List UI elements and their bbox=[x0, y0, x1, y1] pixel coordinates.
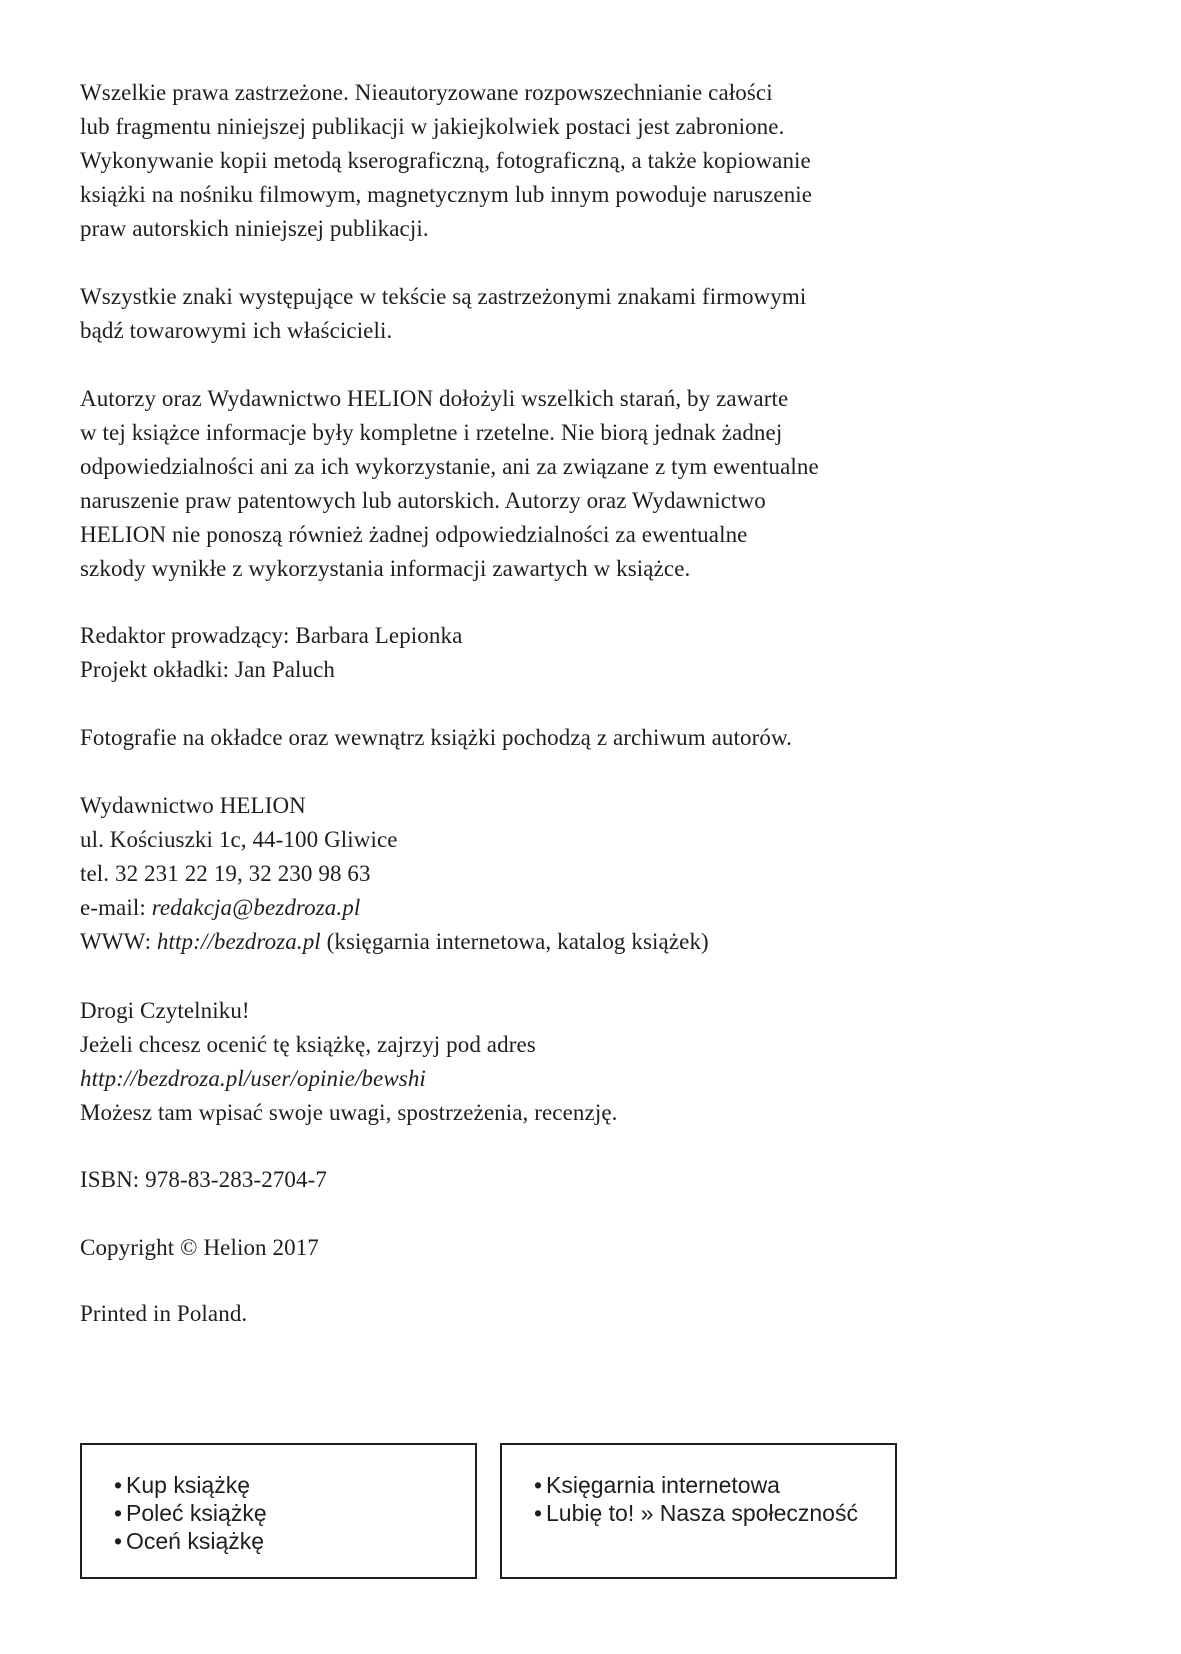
publisher-www-line bbox=[80, 925, 960, 959]
printed-text: Printed in Poland. bbox=[80, 1301, 248, 1326]
text-line: książki na nośniku filmowym, magnetycznym lub innym powoduje naruszenie bbox=[80, 182, 813, 207]
www-link[interactable]: http://bezdroza.pl bbox=[156, 929, 321, 954]
publisher-phone: tel. 32 231 22 19, 32 230 98 63 bbox=[80, 861, 371, 886]
publisher-address: ul. Kościuszki 1c, 44-100 Gliwice bbox=[80, 827, 398, 852]
text-line: bądź towarowymi ich właścicieli. bbox=[80, 318, 393, 343]
text-line: Wszystkie znaki występujące w tekście są zastrzeżonymi znakami firmowymi bbox=[80, 284, 807, 309]
text-line: odpowiedzialności ani za ich wykorzystanie, ani za związane z tym ewentualne bbox=[80, 454, 819, 479]
bullet-icon: • bbox=[114, 1528, 123, 1554]
photo-credit bbox=[80, 721, 960, 755]
book-actions-box bbox=[80, 1443, 477, 1579]
review-link[interactable]: http://bezdroza.pl/user/opinie/bewshi bbox=[80, 1066, 426, 1091]
store-links-list bbox=[534, 1471, 858, 1527]
bullet-icon: • bbox=[114, 1500, 123, 1526]
email-label: e-mail: bbox=[80, 895, 152, 920]
link-label: Poleć książkę bbox=[126, 1500, 267, 1526]
link-label: Księgarnia internetowa bbox=[546, 1472, 780, 1498]
copyright bbox=[80, 1231, 960, 1265]
reader-greeting: Drogi Czytelniku! bbox=[80, 998, 250, 1023]
bullet-icon: • bbox=[534, 1500, 543, 1526]
text-line: Autorzy oraz Wydawnictwo HELION dołożyli wszelkich starań, by zawarte bbox=[80, 386, 789, 411]
community-link[interactable] bbox=[534, 1499, 858, 1527]
bullet-icon: • bbox=[114, 1472, 123, 1498]
reader-note bbox=[80, 994, 960, 1130]
text-line: naruszenie praw patentowych lub autorskich. Autorzy oraz Wydawnictwo bbox=[80, 488, 766, 513]
cover-credit: Projekt okładki: Jan Paluch bbox=[80, 657, 336, 682]
rate-book-link[interactable] bbox=[114, 1527, 267, 1555]
link-label: Lubię to! » Nasza społeczność bbox=[546, 1500, 858, 1526]
copyright-text: Copyright © Helion 2017 bbox=[80, 1235, 319, 1260]
store-links-box bbox=[500, 1443, 897, 1579]
text-line: w tej książce informacje były kompletne i rzetelne. Nie biorą jednak żadnej bbox=[80, 420, 783, 445]
buy-book-link[interactable] bbox=[114, 1471, 267, 1499]
text-line: Wykonywanie kopii metodą kserograficzną, fotograficzną, a także kopiowanie bbox=[80, 148, 811, 173]
text-line: Fotografie na okładce oraz wewnątrz książki pochodzą z archiwum autorów. bbox=[80, 725, 793, 750]
link-label: Kup książkę bbox=[126, 1472, 251, 1498]
www-label: WWW: bbox=[80, 929, 157, 954]
text-line: Wszelkie prawa zastrzeżone. Nieautoryzowane rozpowszechnianie całości bbox=[80, 80, 773, 105]
text-line: Możesz tam wpisać swoje uwagi, spostrzeżenia, recenzję. bbox=[80, 1100, 618, 1125]
publisher-name: Wydawnictwo HELION bbox=[80, 793, 306, 818]
recommend-book-link[interactable] bbox=[114, 1499, 267, 1527]
printed-in bbox=[80, 1297, 960, 1331]
editor-credit: Redaktor prowadzący: Barbara Lepionka bbox=[80, 623, 463, 648]
liability-paragraph bbox=[80, 382, 960, 586]
rights-paragraph bbox=[80, 76, 960, 246]
www-note: (księgarnia internetowa, katalog książek) bbox=[320, 929, 709, 954]
text-line: lub fragmentu niniejszej publikacji w jakiejkolwiek postaci jest zabronione. bbox=[80, 114, 785, 139]
trademarks-paragraph bbox=[80, 280, 960, 348]
text-line: szkody wynikłe z wykorzystania informacji zawartych w książce. bbox=[80, 556, 691, 581]
isbn bbox=[80, 1163, 960, 1197]
text-line: Jeżeli chcesz ocenić tę książkę, zajrzyj pod adres bbox=[80, 1032, 536, 1057]
publisher-contact bbox=[80, 789, 960, 959]
credits bbox=[80, 619, 960, 687]
book-actions-list bbox=[114, 1471, 267, 1555]
link-label: Oceń książkę bbox=[126, 1528, 265, 1554]
bullet-icon: • bbox=[534, 1472, 543, 1498]
text-line: praw autorskich niniejszej publikacji. bbox=[80, 216, 429, 241]
isbn-text: ISBN: 978-83-283-2704-7 bbox=[80, 1167, 327, 1192]
text-line: HELION nie ponoszą również żadnej odpowiedzialności za ewentualne bbox=[80, 522, 748, 547]
online-bookstore-link[interactable] bbox=[534, 1471, 858, 1499]
publisher-email-line bbox=[80, 891, 960, 925]
email-link[interactable]: redakcja@bezdroza.pl bbox=[151, 895, 361, 920]
